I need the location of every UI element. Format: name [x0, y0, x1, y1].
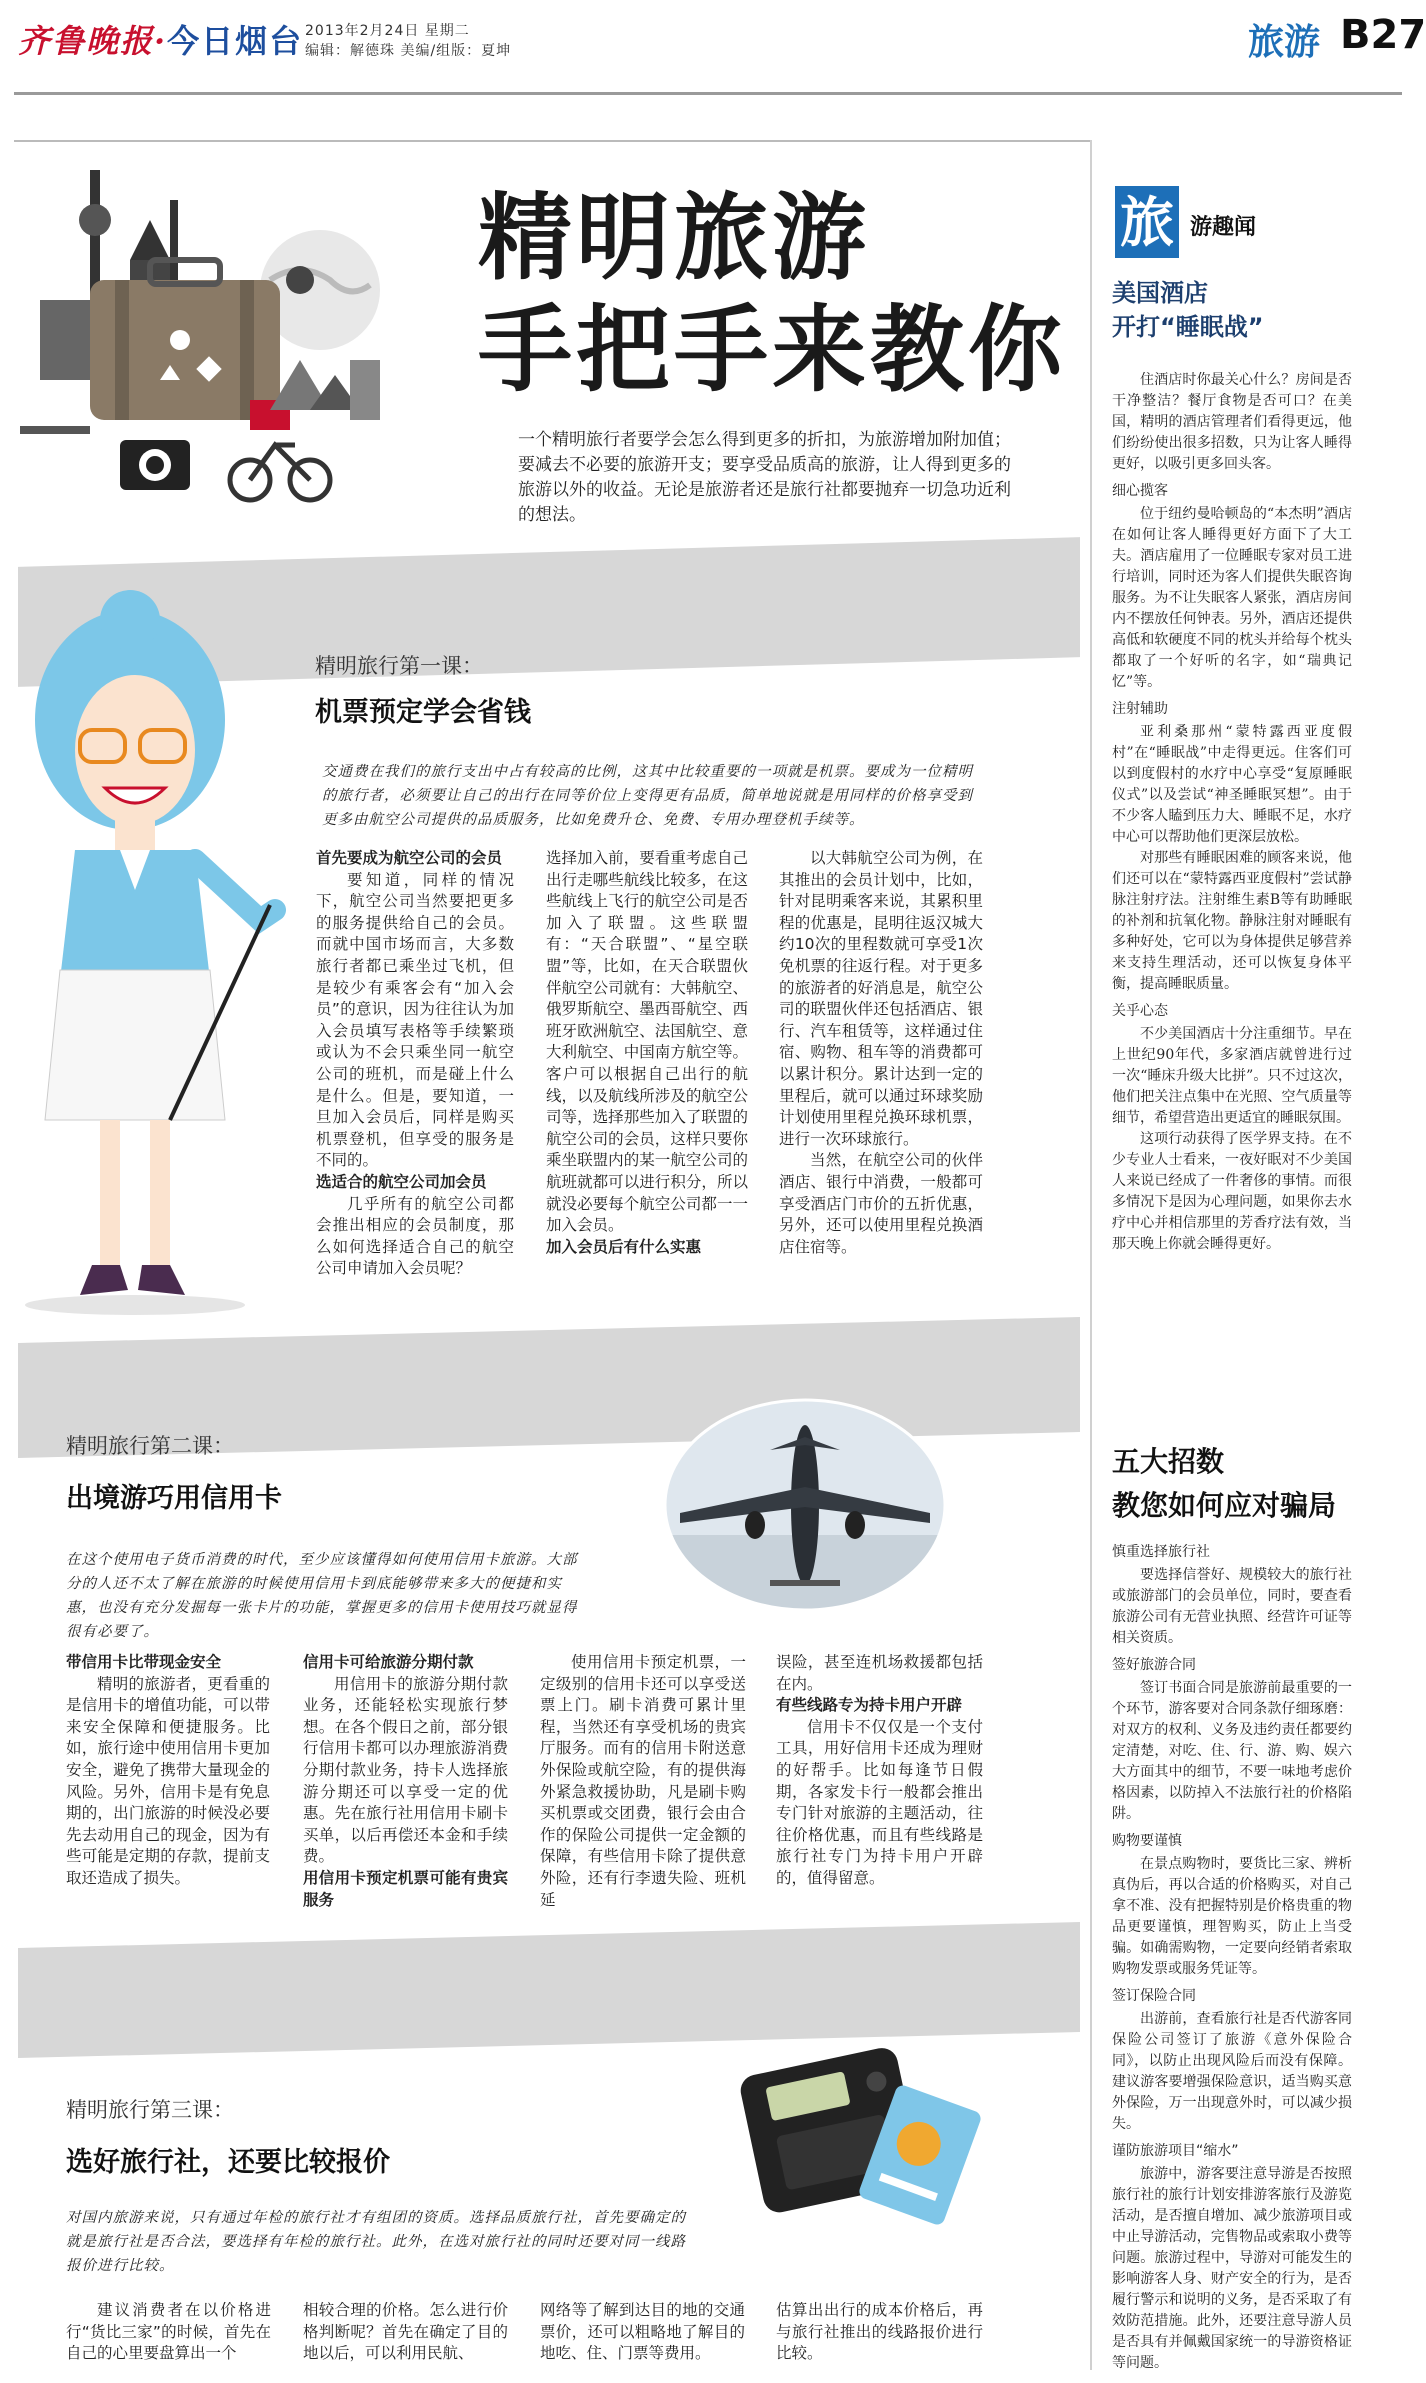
- lesson1-lead: 交通费在我们的旅行支出中占有较高的比例，这其中比较重要的一项就是机票。要成为一位精明的旅行者，必须要让自己的出行在同等价位上变得更有品质，简单地说就是用同样的价格享受到更多由航空公司提供的品质服务，比如免费升仓、免费、专用办理登机手续等。: [322, 764, 973, 828]
- newspaper-logo: [18, 16, 303, 62]
- lesson2-column-1: [66, 1652, 270, 1890]
- lesson3-column-3: [540, 2300, 745, 2365]
- lesson3-paragraph: 估算出出行的成本价格后，再与旅行社推出的线路报价进行比较。: [776, 2301, 983, 2363]
- story1-paragraph: 这项行动获得了医学界支持。在不少专业人士看来，一夜好眠对不少美国人来说已经成了一件奢侈的事情。而很多情况下是因为心理问题，如果你去水疗中心并相信那里的芳香疗法有效，当那天晚上你就会睡得更好。: [1112, 1131, 1352, 1252]
- travel-tag-box: 旅: [1115, 186, 1179, 258]
- sidebar-divider: [1090, 140, 1092, 2370]
- story2-subhead: 签订保险合同: [1112, 1988, 1196, 2004]
- travel-illustration: [20, 140, 460, 520]
- story2-subhead: 慎重选择旅行社: [1112, 1544, 1210, 1560]
- lesson1-subhead-benefit: 加入会员后有什么实惠: [546, 1237, 702, 1256]
- story1-body: [1112, 370, 1352, 1255]
- lesson1-column-3: [779, 848, 983, 1258]
- lesson2-lead: 在这个使用电子货币消费的时代，至少应该懂得如何使用信用卡旅游。大部分的人还不太了解在旅游的时候使用信用卡到底能够带来多大的便捷和实惠，也没有充分发掘每一张卡片的功能，掌握更多的信用卡使用技巧就显得很有必要了。: [66, 1552, 578, 1640]
- story2-title-line-2: 教您如何应对骗局: [1112, 1489, 1337, 1522]
- main-headline: [478, 182, 1066, 406]
- lesson2-paragraph: 用信用卡的旅游分期付款业务，还能轻松实现旅行梦想。在各个假日之前，部分银行信用卡都可以办理旅游消费分期付款业务，持卡人选择旅游分期还可以享受一定的优惠。先在旅行社用信用卡刷卡买单，以后再偿还本金和手续费。: [303, 1674, 508, 1866]
- lesson3-column-2: [303, 2300, 508, 2365]
- lesson3-lead: 对国内旅游来说，只有通过年检的旅行社才有组团的资质。选择品质旅行社，首先要确定的就是旅行社是否合法，要选择有年检的旅行社。此外，在选对旅行社的同时还要对同一线路报价进行比较。: [66, 2210, 686, 2274]
- lesson2-column-2: [303, 1652, 508, 1911]
- story2-subhead: 谨防旅游项目“缩水”: [1112, 2143, 1239, 2159]
- story1-paragraph: 住酒店时你最关心什么？房间是否干净整洁？餐厅食物是否可口？在美国，精明的酒店管理者们看得更远，他们纷纷使出很多招数，只为让客人睡得更好，以吸引更多回头客。: [1112, 372, 1352, 472]
- story2-subhead: 购物要谨慎: [1112, 1833, 1182, 1849]
- lesson3-paragraph: 相较合理的价格。怎么进行价格判断呢？首先在确定了目的地以后，可以利用民航、: [303, 2301, 508, 2363]
- lesson1-subhead-member: 首先要成为航空公司的会员: [316, 849, 503, 867]
- story1-paragraph: 对那些有睡眠困难的顾客来说，他们还可以在“蒙特露西亚度假村”尝试静脉注射疗法。注射维生素B等有助睡眠的补剂和抗氧化物。静脉注射对睡眠有多种好处，它可以为身体提供足够营养来支持生理活动，还可以恢复身体平衡，提高睡眠质量。: [1112, 850, 1352, 992]
- lesson3-paragraph: 网络等了解到达目的地的交通票价，还可以粗略地了解目的地吃、住、门票等费用。: [540, 2301, 745, 2363]
- airplane-photo: [660, 1395, 950, 1615]
- travel-tag-text: 游趣闻: [1190, 215, 1257, 240]
- lesson1-subhead-choose: 选适合的航空公司加会员: [316, 1172, 487, 1191]
- section-name: 旅游: [1248, 22, 1321, 63]
- lesson1-title: 机票预定学会省钱: [315, 697, 531, 728]
- story2-title: [1112, 1440, 1336, 1528]
- story1-subhead: 细心揽客: [1112, 483, 1168, 499]
- edition-name: 今日烟台: [167, 22, 304, 60]
- lesson3-label: 精明旅行第三课：: [66, 2098, 234, 2122]
- story2-subhead: 签好旅游合同: [1112, 1657, 1196, 1673]
- paper-name: 齐鲁晚报: [18, 22, 155, 60]
- lesson2-column-4: [776, 1652, 983, 1890]
- lesson2-column-3: [540, 1652, 746, 1911]
- story1-paragraph: 不少美国酒店十分注重细节。早在上世纪90年代，多家酒店就曾进行过一次“睡床升级大比拼”。只不过这次，他们把关注点集中在光照、空气质量等细节，希望营造出更适宜的睡眠氛围。: [1112, 1026, 1352, 1126]
- story2-paragraph: 出游前，查看旅行社是否代游客同保险公司签订了旅游《意外保险合同》，以防止出现风险后而没有保障。建议游客要增强保险意识，适当购买意外保险，万一出现意外时，可以减少损失。: [1112, 2011, 1352, 2132]
- lesson2-subhead-safety: 带信用卡比带现金安全: [66, 1653, 222, 1671]
- story1-subhead: 注射辅助: [1112, 701, 1168, 717]
- story2-body: [1112, 1536, 1352, 2374]
- lesson2-paragraph: 精明的旅游者，更看重的是信用卡的增值功能，可以带来安全保障和便捷服务。比如，旅行途中使用信用卡更加安全，避免了携带大量现金的风险。另外，信用卡是有免息期的，出门旅游的时候没必要先去动用自己的现金，因为有些可能是定期的存款，提前支取还造成了损失。: [66, 1674, 270, 1887]
- story1-title-line-1: 美国酒店: [1112, 279, 1208, 307]
- lesson2-subhead-vip: 用信用卡预定机票可能有贵宾服务: [303, 1868, 508, 1909]
- lesson2-subhead-installment: 信用卡可给旅游分期付款: [303, 1653, 474, 1671]
- lesson2-subhead-routes: 有些线路专为持卡用户开辟: [776, 1696, 963, 1715]
- lesson1-paragraph: 要知道，同样的情况下，航空公司当然要把更多的服务提供给自己的会员。而就中国市场而言，大多数旅行者都已乘坐过飞机，但是较少有乘客会有“加入会员”的意识，因为往往认为加入会员填写表格等手续繁琐或认为不会只乘坐同一航空公司的班机，而是碰上什么是什么。但是，要知道，一旦加入会员后，同样是购买机票登机，但享受的服务是不同的。: [316, 870, 514, 1170]
- lesson1-paragraph: 当然，在航空公司的伙伴酒店、银行中消费，一般都可享受酒店门市价的五折优惠，另外，还可以使用里程兑换酒店住宿等。: [779, 1151, 983, 1256]
- lesson1-paragraph: 以大韩航空公司为例，在其推出的会员计划中，比如，针对昆明乘客来说，其累积里程的优惠是，昆明往返汉城大约10次的里程数就可享受1次免机票的往返行程。对于更多的旅游者的好消息是，航空公司的联盟伙伴还包括酒店、银行、汽车租赁等，这样通过住宿、购物、租车等的消费都可以累计积分。累计达到一定的里程后，就可以通过环球奖励计划使用里程兑换环球机票，进行一次环球旅行。: [779, 849, 983, 1148]
- lesson2-title: 出境游巧用信用卡: [66, 1483, 282, 1514]
- lesson2-paragraph: 信用卡不仅仅是一个支付工具，用好信用卡还成为理财的好帮手。比如每逢节日假期，各家发卡行一般都会推出专门针对旅游的主题活动，往往价格优惠，而且有些线路是旅行社专门为持卡用户开辟的，值得留意。: [776, 1717, 983, 1887]
- masthead-rule: [14, 92, 1402, 95]
- editor-credits: 编辑：解德珠 美编/组版：夏坤: [305, 43, 512, 59]
- lesson3-column-4: [776, 2300, 983, 2365]
- lesson1-paragraph: 几乎所有的航空公司都会推出相应的会员制度，那么如何选择适合自己的航空公司申请加入会员呢？: [316, 1194, 514, 1278]
- teacher-illustration: [20, 560, 320, 1320]
- story1-title-line-2: 开打“睡眠战”: [1112, 313, 1264, 341]
- lesson1-column-2: [546, 848, 748, 1258]
- story1-title: [1112, 276, 1264, 344]
- card-terminal-photo: [730, 2025, 980, 2225]
- lesson3-title: 选好旅行社，还要比较报价: [66, 2147, 390, 2178]
- story1-paragraph: 位于纽约曼哈顿岛的“本杰明”酒店在如何让客人睡得更好方面下了大工夫。酒店雇用了一位睡眠专家对员工进行培训，同时还为客人们提供失眠咨询服务。为不让失眠客人紧张，酒店房间内不摆放任何钟表。另外，酒店还提供高低和软硬度不同的枕头并给每个枕头都取了一个好听的名字，如“瑞典记忆”等。: [1112, 506, 1352, 690]
- lesson1-paragraph: 选择加入前，要看重考虑自己出行走哪些航线比较多，在这些航线上飞行的航空公司是否加入了联盟。这些联盟有：“天合联盟”、“星空联盟”等，比如，在天合联盟伙伴航空公司就有：大韩航空、俄罗斯航空、墨西哥航空、西班牙欧洲航空、法国航空、意大利航空、中国南方航空等。客户可以根据自己出行的航线，以及航线所涉及的航空公司等，选择那些加入了联盟的航空公司的会员，这样只要你乘坐联盟内的某一航空公司的航班就都可以进行积分，所以就没必要每个航空公司都一一加入会员。: [546, 849, 748, 1235]
- lesson2-paragraph: 误险，甚至连机场救援都包括在内。: [776, 1653, 983, 1693]
- headline-line-1: 精明旅游: [478, 183, 871, 293]
- story2-paragraph: 在景点购物时，要货比三家、辨析真伪后，再以合适的价格购买，对自己拿不准、没有把握特别是价格贵重的物品更要谨慎，理智购买，防止上当受骗。如确需购物，一定要向经销者索取购物发票或服务凭证等。: [1112, 1856, 1352, 1977]
- story2-paragraph: 旅游中，游客要注意导游是否按照旅行社的旅行计划安排游客旅行及游览活动，是否擅自增加、减少旅游项目或中止导游活动，完售物品或索取小费等问题。旅游过程中，导游对可能发生的影响游客人身、财产安全的行为，是否履行警示和说明的义务，是否采取了有效防范措施。此外，还要注意导游人员是否具有并佩戴国家统一的导游资格证等问题。: [1112, 2166, 1352, 2371]
- page-number: B27: [1340, 12, 1426, 58]
- story2-paragraph: 要选择信誉好、规模较大的旅行社或旅游部门的会员单位，同时，要查看旅游公司有无营业执照、经营许可证等相关资质。: [1112, 1567, 1352, 1646]
- lesson3-paragraph: 建议消费者在以价格进行“货比三家”的时候，首先在自己的心里要盘算出一个: [66, 2301, 271, 2363]
- intro-paragraph: 一个精明旅行者要学会怎么得到更多的折扣，为旅游增加附加值；要减去不必要的旅游开支；要享受品质高的旅游，让人得到更多的旅游以外的收益。无论是旅游者还是旅行社都要抛弃一切急功近利的想法。: [518, 430, 1011, 525]
- story2-title-line-1: 五大招数: [1112, 1445, 1225, 1478]
- issue-date: 2013年2月24日 星期二: [305, 23, 470, 39]
- headline-line-2: 手把手来教你: [478, 295, 1067, 405]
- lesson2-paragraph: 使用信用卡预定机票，一定级别的信用卡还可以享受送票上门。刷卡消费可累计里程，当然还有享受机场的贵宾厅服务。而有的信用卡附送意外保险或航空险，有的提供海外紧急救援协助，凡是刷卡购买机票或交团费，银行会由合作的保险公司提供一定金额的保障，有些信用卡除了提供意外险，还有行李遗失险、班机延: [540, 1653, 746, 1909]
- story1-paragraph: 亚利桑那州“蒙特露西亚度假村”在“睡眠战”中走得更远。住客们可以到度假村的水疗中心享受“复原睡眠仪式”以及尝试“神圣睡眠冥想”。由于不少客人瞌到压力大、睡眠不足，水疗中心可以帮助他们更深层放松。: [1112, 724, 1352, 845]
- logo-separator: ·: [154, 22, 168, 60]
- story2-paragraph: 签订书面合同是旅游前最重要的一个环节，游客要对合同条款仔细琢磨：对双方的权利、义务及违约责任都要约定清楚，对吃、住、行、游、购、娱六大方面其中的细节，不要一味地考虑价格因素，以防掉入不法旅行社的价格陷阱。: [1112, 1680, 1352, 1822]
- lesson2-label: 精明旅行第二课：: [66, 1434, 234, 1458]
- lesson3-column-1: [66, 2300, 271, 2365]
- story1-subhead: 关乎心态: [1112, 1003, 1168, 1019]
- lesson1-column-1: [316, 848, 514, 1280]
- lesson1-label: 精明旅行第一课：: [315, 654, 483, 678]
